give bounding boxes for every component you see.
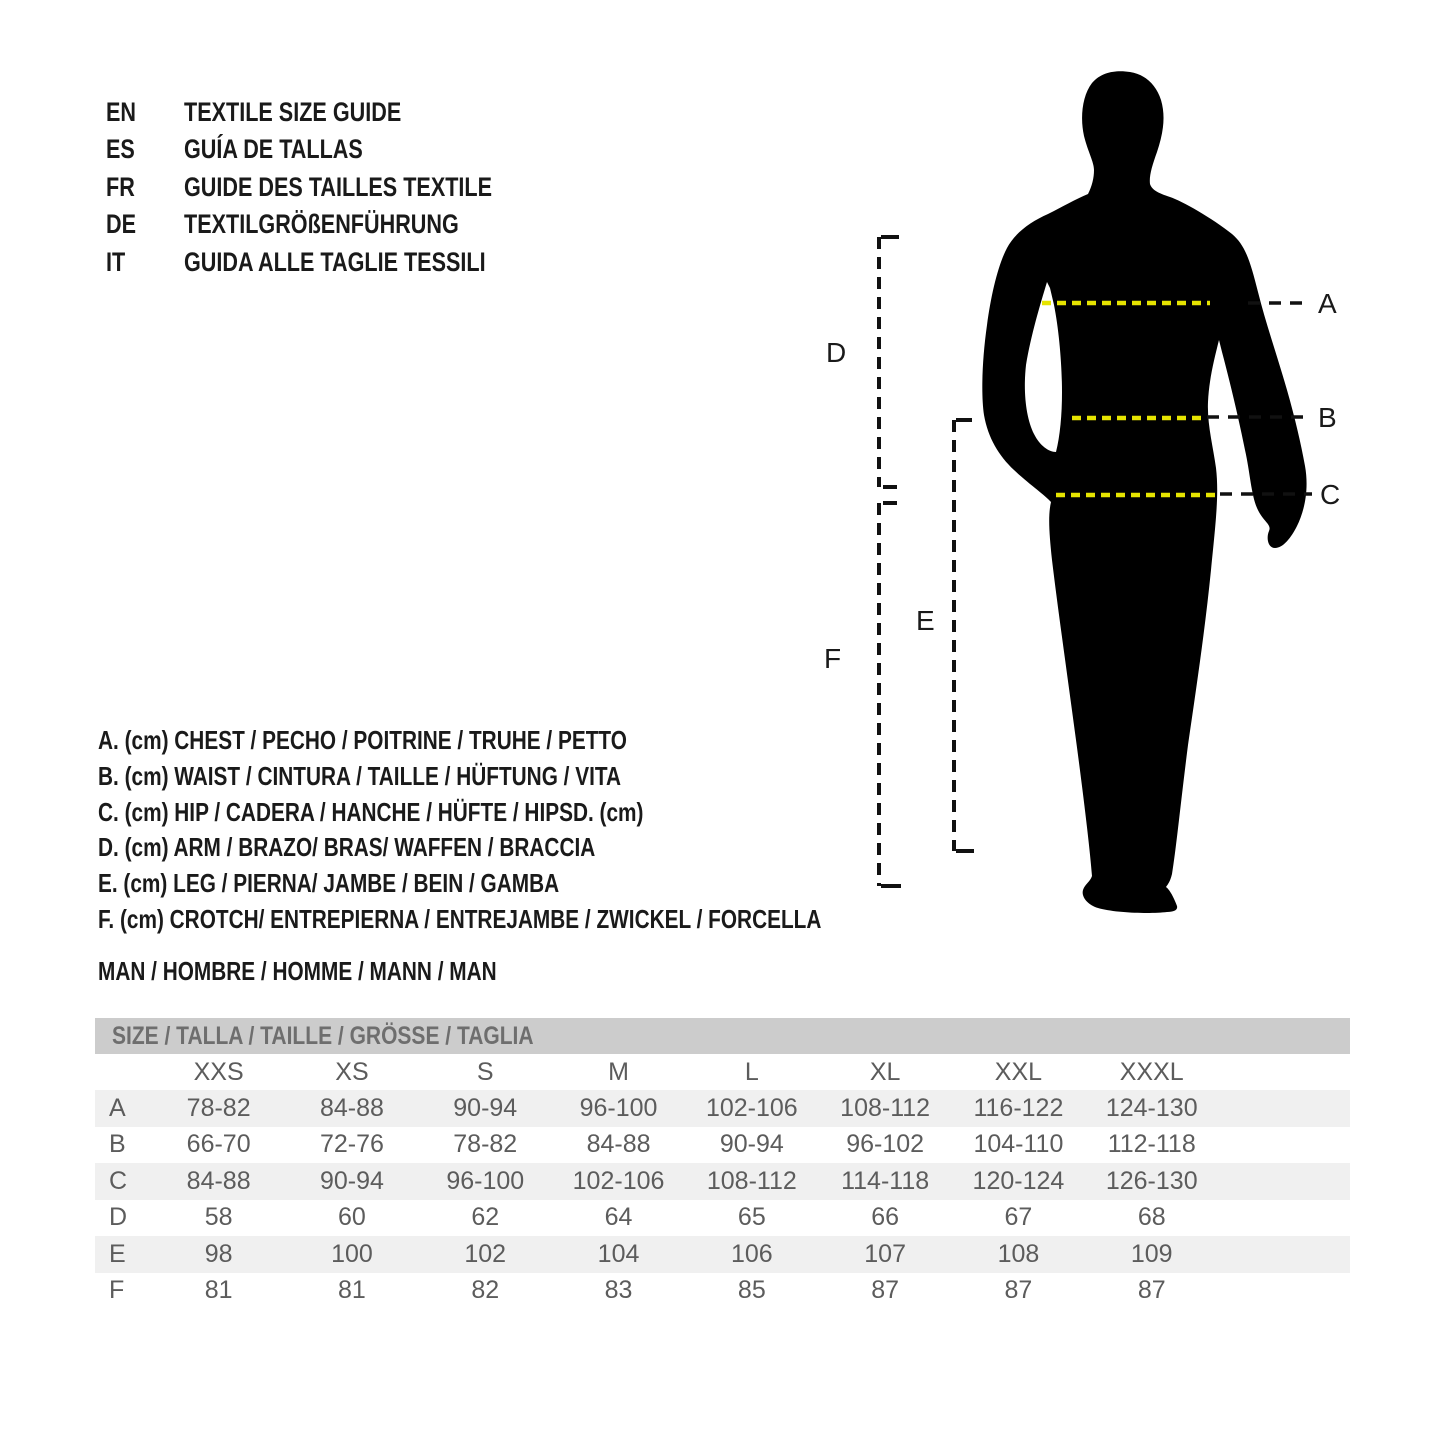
table-header-bar: SIZE / TALLA / TAILLE / GRÖSSE / TAGLIA (95, 1018, 1350, 1054)
size-col-m: M (608, 1057, 629, 1086)
lang-row-en (106, 94, 569, 131)
legend-item-leg: E. (cm) LEG / PIERNA/ JAMBE / BEIN / GAMBA (98, 868, 560, 899)
language-title-block (106, 94, 569, 281)
table-row-d: D 58 60 62 64 65 66 67 68 (109, 1203, 1166, 1232)
size-header-row (95, 1054, 1350, 1090)
legend-item-chest: A. (cm) CHEST / PECHO / POITRINE / TRUHE / PETTO (98, 725, 627, 755)
gender-line: MAN / HOMBRE / HOMME / MANN / MAN (98, 956, 497, 986)
size-col-xxxl: XXXL (1119, 1057, 1184, 1086)
lang-code: ES (106, 134, 135, 165)
guide-title: GUIDE DES TAILLES TEXTILE (184, 171, 493, 202)
lang-code: IT (106, 246, 126, 277)
table-row-c: C 84-88 90-94 96-100 102-106 108-112 114-118 120-124 126-130 (95, 1163, 1350, 1200)
table-row-f: F 81 81 82 83 85 87 87 87 (109, 1276, 1166, 1305)
lang-row-fr (106, 169, 569, 206)
guide-title: TEXTILE SIZE GUIDE (184, 97, 402, 127)
size-col-xxs: XXS (193, 1057, 244, 1086)
lang-row-de (106, 206, 569, 243)
label-arm-d: D (826, 337, 847, 368)
man-silhouette (982, 71, 1306, 913)
table-row-a: A 78-82 84-88 90-94 96-100 102-106 108-112 116-122 124-130 (95, 1090, 1350, 1127)
label-hip-c: C (1320, 479, 1341, 510)
label-crotch-f: F (824, 643, 842, 674)
legend-item-hip: C. (cm) HIP / CADERA / HANCHE / HÜFTE / HIPSD. (cm) (98, 796, 644, 827)
table-row-b: B 66-70 72-76 78-82 84-88 90-94 96-102 104-110 112-118 (109, 1130, 1196, 1159)
guide-title: GUÍA DE TALLAS (184, 134, 363, 165)
size-col-xxl: XXL (994, 1057, 1043, 1086)
table-row-e: E 98 100 102 104 106 107 108 109 (95, 1236, 1350, 1273)
size-col-xs: XS (335, 1057, 369, 1086)
size-col-s: S (476, 1057, 494, 1086)
lang-row-it (106, 244, 569, 281)
label-leg-e: E (916, 605, 935, 636)
measurement-legend (98, 723, 1002, 938)
legend-item-waist: B. (cm) WAIST / CINTURA / TAILLE / HÜFTUNG / VITA (98, 760, 622, 791)
lang-row-es (106, 131, 569, 168)
legend-item-crotch: F. (cm) CROTCH/ ENTREPIERNA / ENTREJAMBE / ZWICKEL / FORCELLA (98, 903, 822, 934)
lang-code: DE (106, 209, 137, 240)
lang-code: FR (106, 171, 135, 202)
guide-title: TEXTILGRÖßENFÜHRUNG (184, 209, 459, 240)
label-chest-a: A (1318, 288, 1337, 319)
legend-item-arm: D. (cm) ARM / BRAZO/ BRAS/ WAFFEN / BRACCIA (98, 832, 596, 863)
size-col-xl: XL (869, 1057, 901, 1086)
label-waist-b: B (1318, 402, 1337, 433)
size-table (95, 1018, 1350, 1309)
lang-code: EN (106, 97, 137, 127)
guide-title: GUIDA ALLE TAGLIE TESSILI (184, 246, 486, 277)
size-col-l: L (744, 1057, 759, 1086)
